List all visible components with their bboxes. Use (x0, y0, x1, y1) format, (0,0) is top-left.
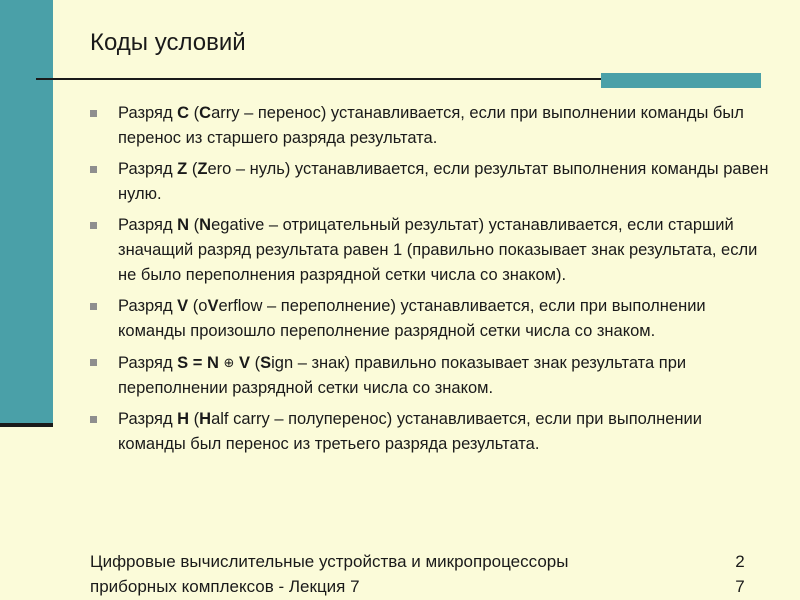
list-item-flag-h (90, 407, 770, 457)
title-accent-block (601, 73, 761, 88)
slide-title: Коды условий (90, 29, 246, 56)
item-prefix: Разряд (118, 297, 178, 315)
list-item-flag-n (90, 213, 770, 288)
title-underline (36, 78, 601, 80)
list-item-flag-v (90, 294, 770, 344)
flag-description-list (90, 101, 770, 463)
abbr-letter: Z (197, 160, 208, 178)
abbr-letter: S (260, 354, 272, 372)
item-open-paren: ( (189, 216, 200, 234)
item-prefix: Разряд (118, 160, 178, 178)
bullet-marker (90, 303, 97, 310)
item-prefix: Разряд (118, 354, 178, 372)
list-item-flag-s (90, 350, 770, 401)
left-accent-bar-edge (0, 423, 53, 427)
item-prefix: Разряд (118, 216, 178, 234)
item-description: arry – перенос) устанавливается, если при выполнении команды был перенос из старшего разряда результата. (118, 104, 744, 147)
xor-symbol: ⊕ (223, 355, 235, 370)
left-accent-bar (0, 0, 53, 426)
item-open-paren: (o (188, 297, 208, 315)
slide-footer (90, 549, 690, 599)
abbr-letter: H (199, 410, 212, 428)
bullet-marker (90, 359, 97, 366)
footer-line-2: приборных комплексов - Лекция 7 (90, 577, 360, 596)
abbr-letter: N (199, 216, 212, 234)
flag-letter: Z (177, 160, 188, 178)
footer-line-1: Цифровые вычислительные устройства и микропроцессоры (90, 552, 569, 571)
list-item-flag-z (90, 157, 770, 207)
equals-sign: = (188, 354, 207, 372)
flag-letter: H (177, 410, 190, 428)
bullet-marker (90, 166, 97, 173)
item-prefix: Разряд (118, 410, 178, 428)
item-open-paren: ( (189, 104, 200, 122)
page-number-digit-2: 7 (735, 577, 745, 596)
item-description: alf carry – полуперенос) устанавливается, если при выполнении команды был перенос из третьего разряда результата. (118, 410, 702, 453)
item-prefix: Разряд (118, 104, 178, 122)
page-number-digit-1: 2 (735, 552, 745, 571)
item-open-paren: ( (187, 160, 198, 178)
flag-letter: N (177, 216, 190, 234)
flag-letter: V (177, 297, 189, 315)
item-open-paren: ( (189, 410, 200, 428)
item-description: erflow – переполнение) устанавливается, если при выполнении команды произошло переполнение разрядной сетки числа со знаком. (118, 297, 706, 340)
flag-letter: S (177, 354, 189, 372)
bullet-marker (90, 222, 97, 229)
operand-n: N (206, 354, 219, 372)
page-number (733, 549, 747, 599)
item-open-paren: ( (250, 354, 261, 372)
item-description: ero – нуль) устанавливается, если результат выполнения команды равен нулю. (118, 160, 769, 203)
item-description: ign – знак) правильно показывает знак результата при переполнении разрядной сетки числа со знаком. (118, 354, 687, 397)
list-item-flag-c (90, 101, 770, 151)
bullet-marker (90, 416, 97, 423)
abbr-letter: C (199, 104, 212, 122)
bullet-marker (90, 110, 97, 117)
item-description: egative – отрицательный результат) устанавливается, если старший значащий разряд результата равен 1 (правильно показывает знак результата, если не было переполнения разрядной сетки числа со знаком). (118, 216, 758, 284)
operand-v: V (239, 354, 251, 372)
flag-letter: C (177, 104, 190, 122)
abbr-letter: V (207, 297, 219, 315)
